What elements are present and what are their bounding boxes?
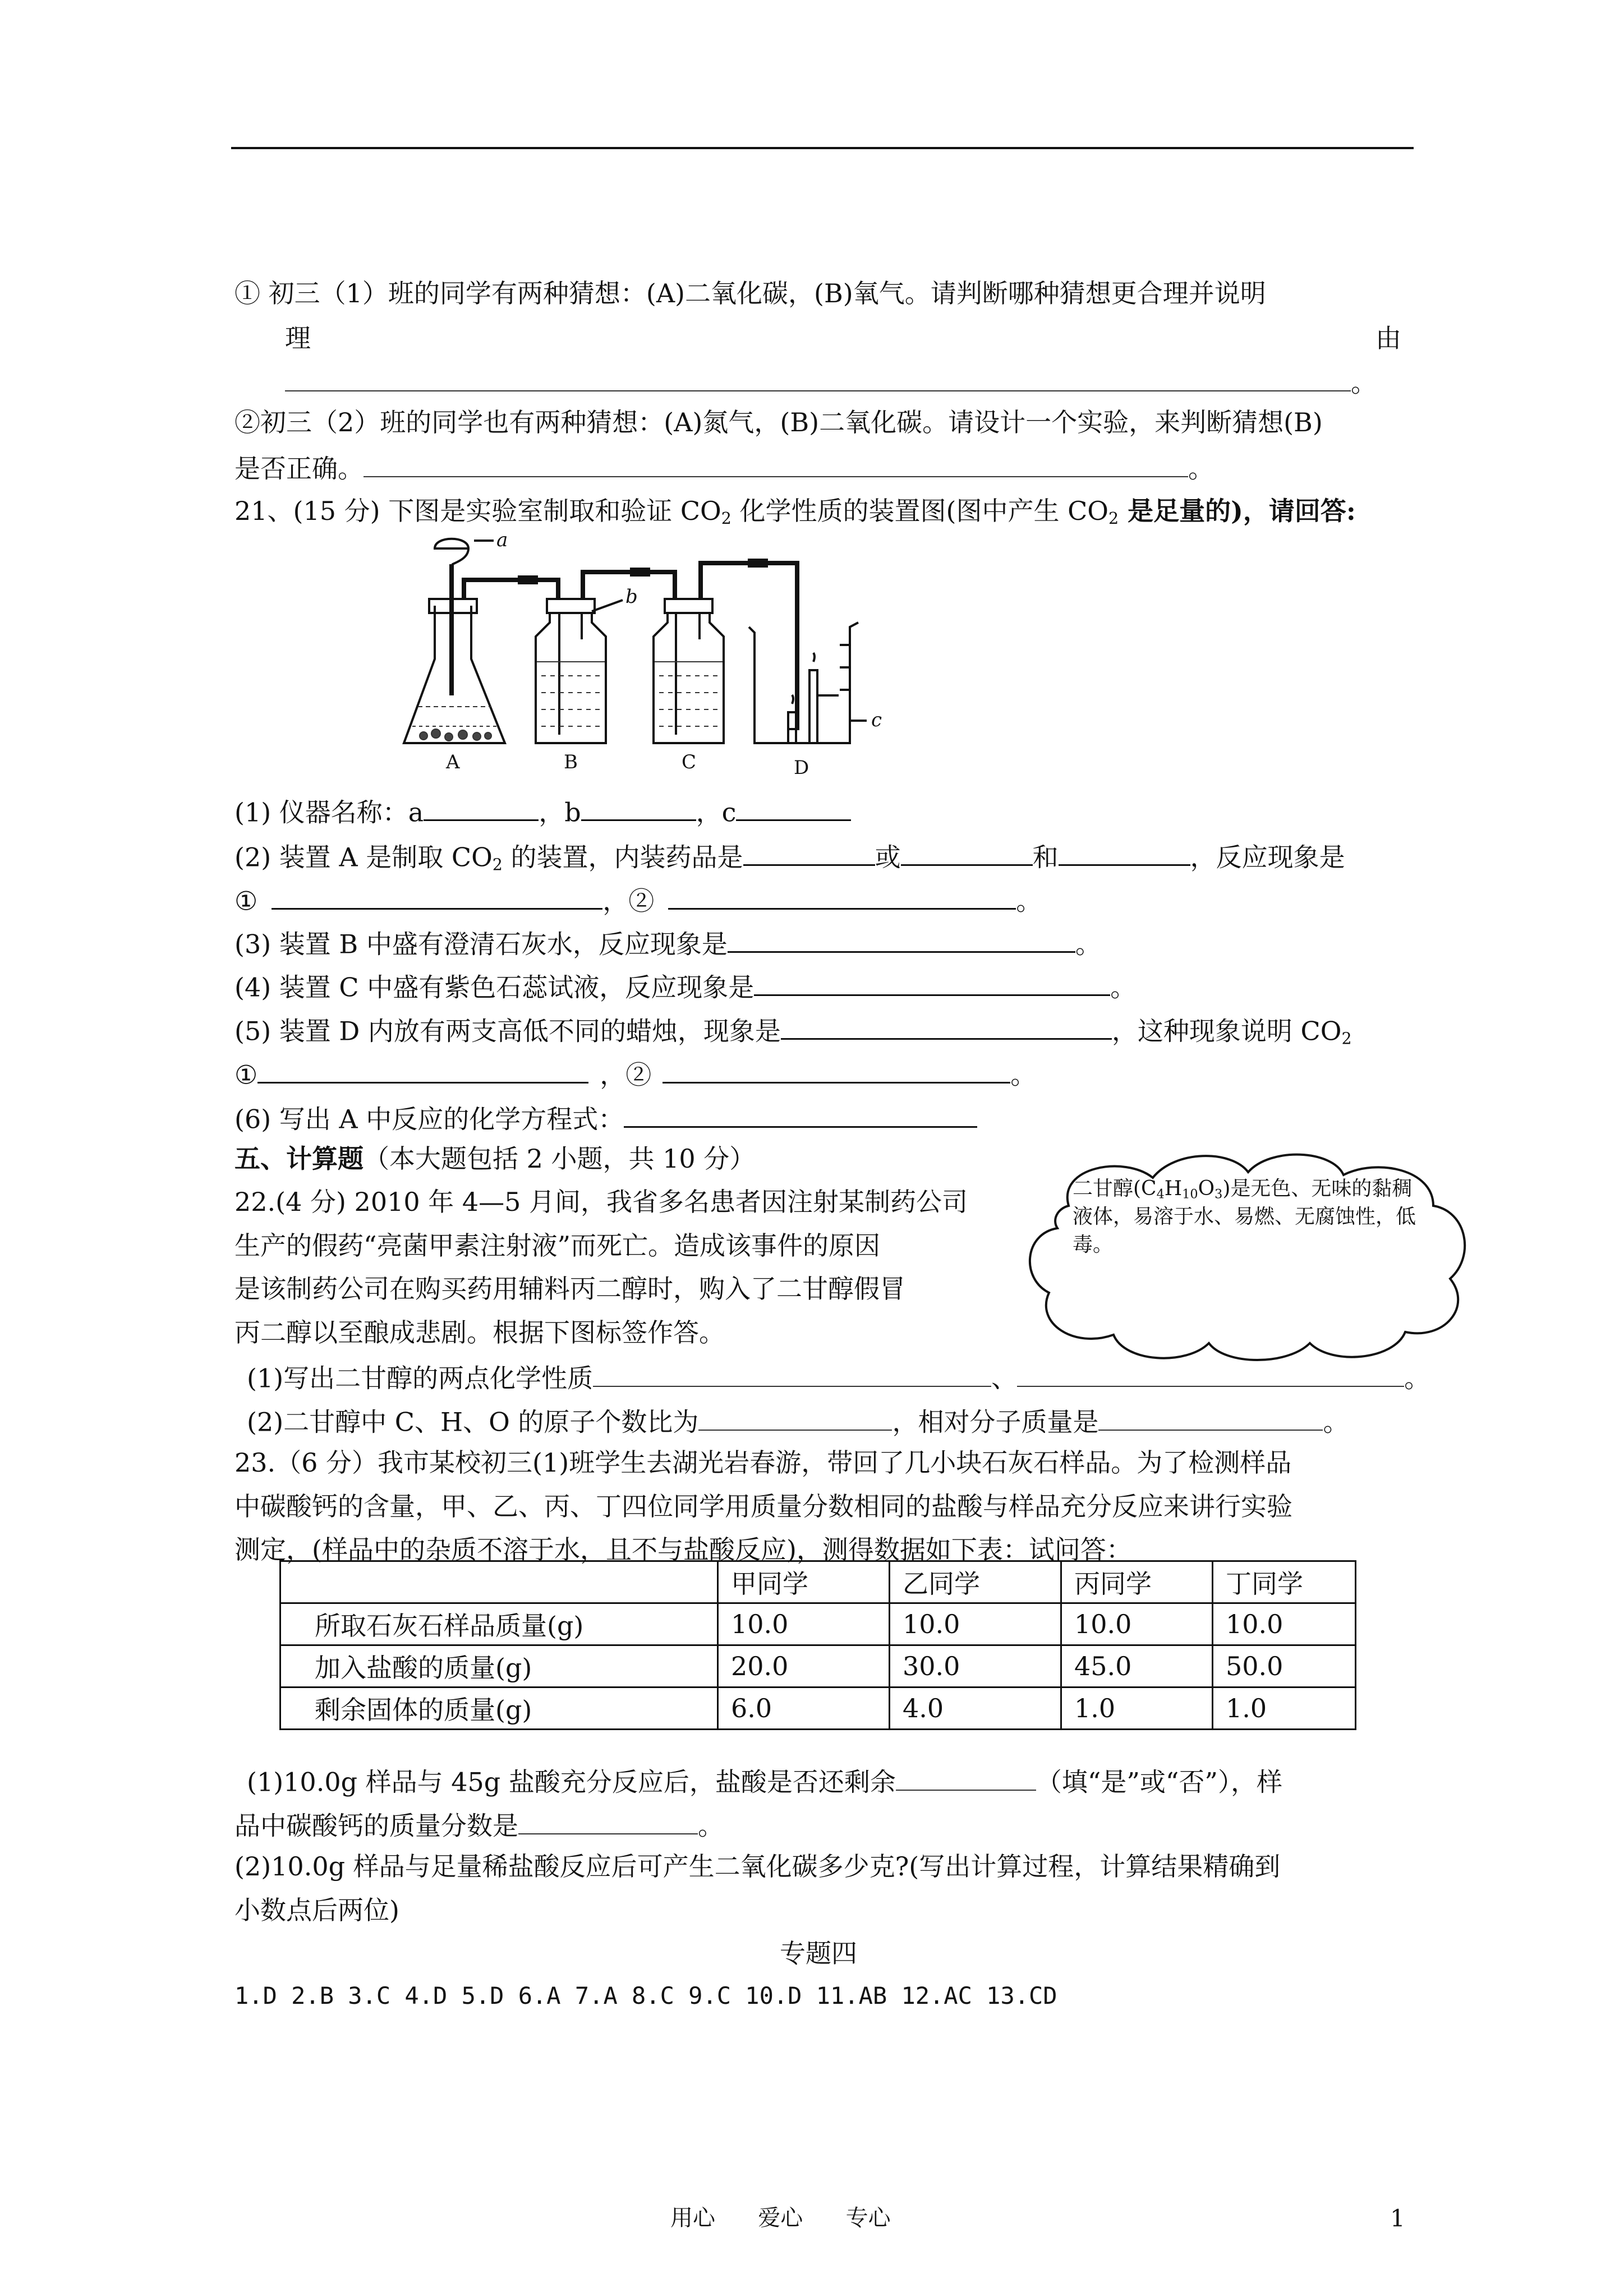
table-cell: 所取石灰石样品质量(g) [280,1603,718,1645]
q23-data-table [279,1560,1356,1730]
table-cell: 10.0 [1061,1603,1213,1645]
table-header-cell: 丙同学 [1061,1561,1213,1603]
co2-apparatus-diagram [401,527,962,794]
label-a: a [496,529,508,551]
q21-s2b: ① ，② 。 [234,886,1042,916]
answer-blank[interactable] [1017,1363,1404,1387]
q22-line2: 生产的假药“亮菌甲素注射液”而死亡。造成该事件的原因 [234,1230,881,1261]
table-cell: 6.0 [718,1688,890,1730]
answer-blank[interactable] [896,1767,1036,1791]
table-header-row [280,1561,1356,1603]
answer-blank[interactable] [663,1059,1010,1084]
page-number: 1 [1390,2205,1405,2232]
footer-motto: 用心 爱心 专心 [670,2205,891,2231]
q21-s2: (2) 装置 A 是制取 $CO_2$ 的装置，内装药品是 或 和 ，反应现象是 [234,842,1345,874]
diethylene-glycol-label: 二甘醇$(C_4H_{10}O_3)$是无色、无味的黏稠液体，易溶于水、易燃、无腐蚀性，低毒。 [1073,1177,1416,1256]
table-header-cell: 丁同学 [1213,1561,1356,1603]
answer-blank[interactable] [257,1059,588,1084]
q23-line1: 23.（6 分）我市某校初三(1)班学生去湖光岩春游，带回了几小块石灰石样品。为了检测样品 [234,1447,1292,1478]
table-row [280,1603,1356,1645]
table-header-cell: 乙同学 [890,1561,1061,1603]
q21-s1: (1) 仪器名称：a ，b ，c [234,796,851,825]
answer-blank[interactable] [581,796,696,821]
q20-part2-line2: 是否正确。 。 [234,453,1214,484]
q21-s5b: ① ，② 。 [234,1059,1037,1090]
answer-blank[interactable] [1098,1407,1323,1431]
table-row [280,1688,1356,1730]
table-cell: 剩余固体的质量(g) [280,1688,718,1730]
answers-line: 1.D 2.B 3.C 4.D 5.D 6.A 7.A 8.C 9.C 10.D 11.AB 12.AC 13.CD [234,1982,1057,2009]
table-cell: 20.0 [718,1645,890,1688]
table-cell: 10.0 [1213,1603,1356,1645]
q23-line2: 中碳酸钙的含量，甲、乙、丙、丁四位同学用质量分数相同的盐酸与样品充分反应来讲行实验 [234,1491,1292,1522]
answer-blank[interactable] [272,885,602,910]
q22-line1: 22.(4 分) 2010 年 4—5 月间，我省多名患者因注射某制药公司 [234,1187,968,1217]
q20-part2-line1: ②初三（2）班的同学也有两种猜想：(A)氮气，(B)二氧化碳。请设计一个实验，来判断猜想(B) [234,407,1323,437]
q21-intro: 21、(15 分) 下图是实验室制取和验证 $CO_2$ 化学性质的装置图(图中产生 $CO_2$ 是足量的)，请回答: [234,496,1356,528]
table-cell: 30.0 [890,1645,1061,1688]
q23-sub1-line2: 品中碳酸钙的质量分数是 。 [234,1810,724,1841]
q20-part1-line2-left: 理 [285,323,311,353]
q23-line3: 测定，(样品中的杂质不溶于水，且不与盐酸反应)，测得数据如下表：试问答： [234,1534,1132,1565]
table-cell: 10.0 [890,1603,1061,1645]
q21-s4: (4) 装置 C 中盛有紫色石蕊试液，反应现象是 。 [234,972,1137,1003]
q23-sub2-line1: (2)10.0g 样品与足量稀盐酸反应后可产生二氧化碳多少克?(写出计算过程，计算结果精确到 [234,1851,1281,1882]
q20-part1-line1: ① 初三（1）班的同学有两种猜想：(A)二氧化碳，(B)氧气。请判断哪种猜想更合理并说明 [234,278,1266,308]
answer-blank[interactable] [754,971,1110,996]
q23-sub1-line1: (1)10.0g 样品与 45g 盐酸充分反应后，盐酸是否还剩余 （填“是”或“否”），样 [247,1767,1282,1797]
label-b: b [625,585,638,608]
table-cell: 1.0 [1213,1688,1356,1730]
table-cell: 4.0 [890,1688,1061,1730]
q22-sub2: (2)二甘醇中 C、H、O 的原子个数比为 ，相对分子质量是 。 [247,1407,1349,1437]
q22-line3: 是该制药公司在购买药用辅料丙二醇时，购入了二甘醇假冒 [234,1274,905,1304]
label-B: B [564,751,578,773]
q23-sub2-line2: 小数点后两位) [234,1895,399,1925]
answer-blank[interactable] [743,841,875,866]
section5-heading: 五、计算题（本大题包括 2 小题，共 10 分） [234,1144,756,1174]
answer-blank[interactable] [698,1407,892,1431]
table-header-cell [280,1561,718,1603]
answer-blank[interactable] [728,928,1075,953]
answer-blank[interactable] [901,841,1033,866]
answer-blank[interactable] [736,796,851,821]
q22-line4: 丙二醇以至酿成悲剧。根据下图标签作答。 [234,1317,725,1348]
label-c: c [871,709,882,731]
table-cell: 1.0 [1061,1688,1213,1730]
q20-part1-line2-right: 由 [1375,323,1401,353]
label-C: C [682,751,697,773]
label-A: A [446,751,460,773]
answer-blank[interactable] [518,1810,698,1834]
answer-blank[interactable] [624,1103,977,1128]
answer-blank[interactable] [285,367,1351,391]
header-rule [231,147,1414,149]
table-cell: 50.0 [1213,1645,1356,1688]
table-cell: 45.0 [1061,1645,1213,1688]
table-header-cell: 甲同学 [718,1561,890,1603]
answer-blank[interactable] [781,1015,1112,1040]
q21-s5: (5) 装置 D 内放有两支高低不同的蜡烛，现象是 ，这种现象说明 $CO_2$ [234,1016,1352,1048]
q21-s6: (6) 写出 A 中反应的化学方程式： [234,1103,977,1132]
answers-title: 专题四 [780,1938,857,1968]
q22-sub1: (1)写出二甘醇的两点化学性质 、 。 [247,1363,1430,1394]
table-cell: 加入盐酸的质量(g) [280,1645,718,1688]
table-row [280,1645,1356,1688]
answer-blank[interactable] [364,453,1188,477]
table-cell: 10.0 [718,1603,890,1645]
answer-blank[interactable] [668,885,1016,910]
q21-s3: (3) 装置 B 中盛有澄清石灰水，反应现象是 。 [234,929,1101,960]
label-D: D [794,757,809,779]
answer-blank[interactable] [593,1363,991,1387]
answer-blank[interactable] [1059,841,1190,866]
answer-blank[interactable] [424,796,539,821]
q20-part1-line3: 。 [285,367,1377,395]
